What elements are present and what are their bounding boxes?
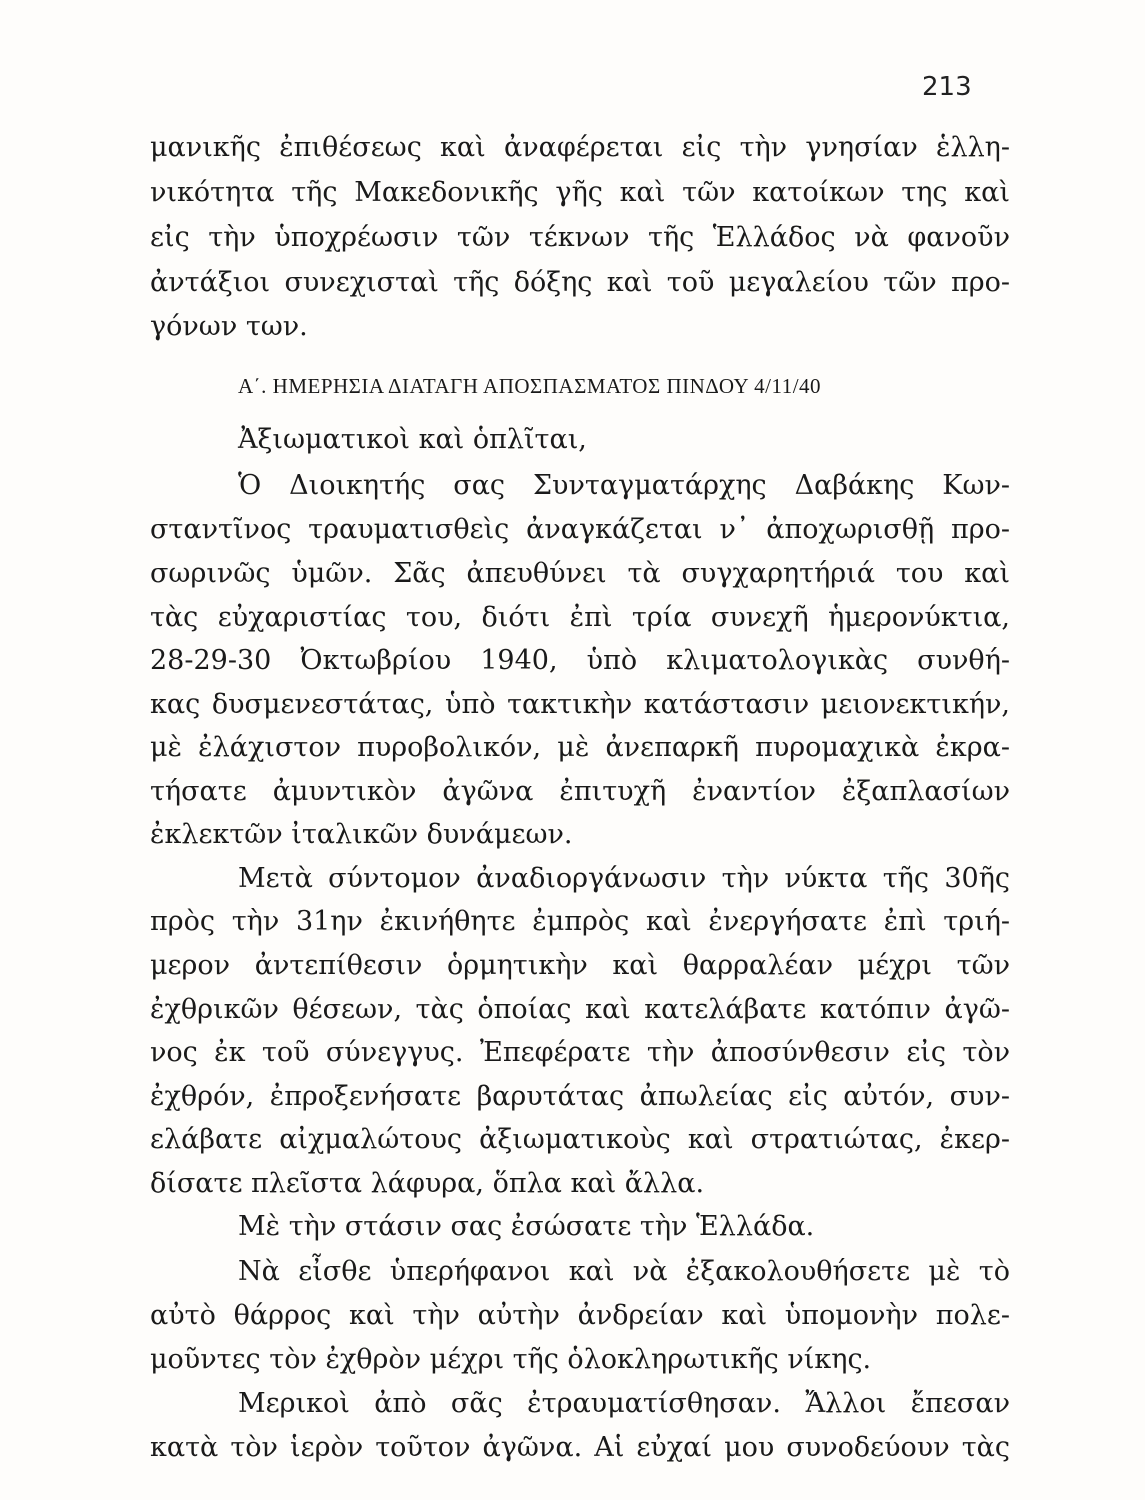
text-line: νικότητα τῆς Μακεδονικῆς γῆς καὶ τῶν κατοίκων της καὶ bbox=[150, 177, 1010, 208]
text-line: τὰς εὐχαριστίας του, διότι ἐπὶ τρία συνεχῆ ἡμερονύκτια, bbox=[150, 602, 1010, 633]
text-line: Μερικοὶ ἀπὸ σᾶς ἐτραυματίσθησαν. Ἄλλοι ἔπεσαν bbox=[238, 1388, 1010, 1419]
text-line: μερον ἀντεπίθεσιν ὁρμητικὴν καὶ θαρραλέαν μέχρι τῶν bbox=[150, 950, 1010, 981]
text-line: σωρινῶς ὑμῶν. Σᾶς ἀπευθύνει τὰ συγχαρητήριά του καὶ bbox=[150, 558, 1010, 589]
text-line: μανικῆς ἐπιθέσεως καὶ ἀναφέρεται εἰς τὴν γνησίαν ἑλλη- bbox=[150, 132, 1010, 163]
text-line: σταντῖνος τραυματισθεὶς ἀναγκάζεται ν᾽ ἀποχωρισθῇ προ- bbox=[150, 514, 1010, 545]
text-line: μὲ ἐλάχιστον πυροβολικόν, μὲ ἀνεπαρκῆ πυρομαχικὰ ἐκρα- bbox=[150, 732, 1010, 763]
text-line: πρὸς τὴν 31ην ἐκινήθητε ἐμπρὸς καὶ ἐνεργήσατε ἐπὶ τριή- bbox=[150, 906, 1010, 937]
text-line: ἐχθρικῶν θέσεων, τὰς ὁποίας καὶ κατελάβατε κατόπιν ἀγῶ- bbox=[150, 994, 1010, 1025]
text-line: ελάβατε αἰχμαλώτους ἀξιωματικοὺς καὶ στρατιώτας, ἐκερ- bbox=[150, 1124, 1010, 1155]
text-line: ἐκλεκτῶν ἰταλικῶν δυνάμεων. bbox=[150, 819, 573, 850]
text-line: κας δυσμενεστάτας, ὑπὸ τακτικὴν κατάστασιν μειονεκτικήν, bbox=[150, 689, 1010, 720]
text-line: Νὰ εἶσθε ὑπερήφανοι καὶ νὰ ἐξακολουθήσετε μὲ τὸ bbox=[238, 1256, 1010, 1287]
text-line: Μετὰ σύντομον ἀναδιοργάνωσιν τὴν νύκτα τῆς 30ῆς bbox=[238, 863, 1010, 894]
text-line: ἐχθρόν, ἐπροξενήσατε βαρυτάτας ἀπωλείας εἰς αὐτόν, συν- bbox=[150, 1081, 1010, 1112]
text-line: Μὲ τὴν στάσιν σας ἐσώσατε τὴν Ἑλλάδα. bbox=[238, 1211, 815, 1242]
text-line: εἰς τὴν ὑποχρέωσιν τῶν τέκνων τῆς Ἑλλάδος νὰ φανοῦν bbox=[150, 222, 1010, 253]
text-line: γόνων των. bbox=[150, 311, 308, 342]
page-number: 213 bbox=[922, 72, 972, 102]
text-line: νος ἐκ τοῦ σύνεγγυς. Ἐπεφέρατε τὴν ἀποσύνθεσιν εἰς τὸν bbox=[150, 1037, 1010, 1068]
text-line: κατὰ τὸν ἱερὸν τοῦτον ἀγῶνα. Αἱ εὐχαί μου συνοδεύουν τὰς bbox=[150, 1432, 1010, 1463]
section-heading: Α΄. ΗΜΕΡΗΣΙΑ ΔΙΑΤΑΓΗ ΑΠΟΣΠΑΣΜΑΤΟΣ ΠΙΝΔΟΥ 4/11/40 bbox=[238, 374, 822, 398]
text-line: μοῦντες τὸν ἐχθρὸν μέχρι τῆς ὁλοκληρωτικῆς νίκης. bbox=[150, 1344, 872, 1375]
text-line: τήσατε ἀμυντικὸν ἀγῶνα ἐπιτυχῆ ἐναντίον ἐξαπλασίων bbox=[150, 776, 1010, 807]
text-line: 28-29-30 Ὀκτωβρίου 1940, ὑπὸ κλιματολογικὰς συνθή- bbox=[150, 645, 1010, 676]
text-line: ἀντάξιοι συνεχισταὶ τῆς δόξης καὶ τοῦ μεγαλείου τῶν προ- bbox=[150, 267, 1010, 298]
salutation: Ἀξιωματικοὶ καὶ ὁπλῖται, bbox=[238, 424, 587, 455]
text-line: δίσατε πλεῖστα λάφυρα, ὅπλα καὶ ἄλλα. bbox=[150, 1168, 705, 1199]
text-line: αὐτὸ θάρρος καὶ τὴν αὐτὴν ἀνδρείαν καὶ ὑπομονὴν πολε- bbox=[150, 1300, 1010, 1331]
text-line: Ὁ Διοικητής σας Συνταγματάρχης Δαβάκης Κων- bbox=[238, 470, 1010, 501]
